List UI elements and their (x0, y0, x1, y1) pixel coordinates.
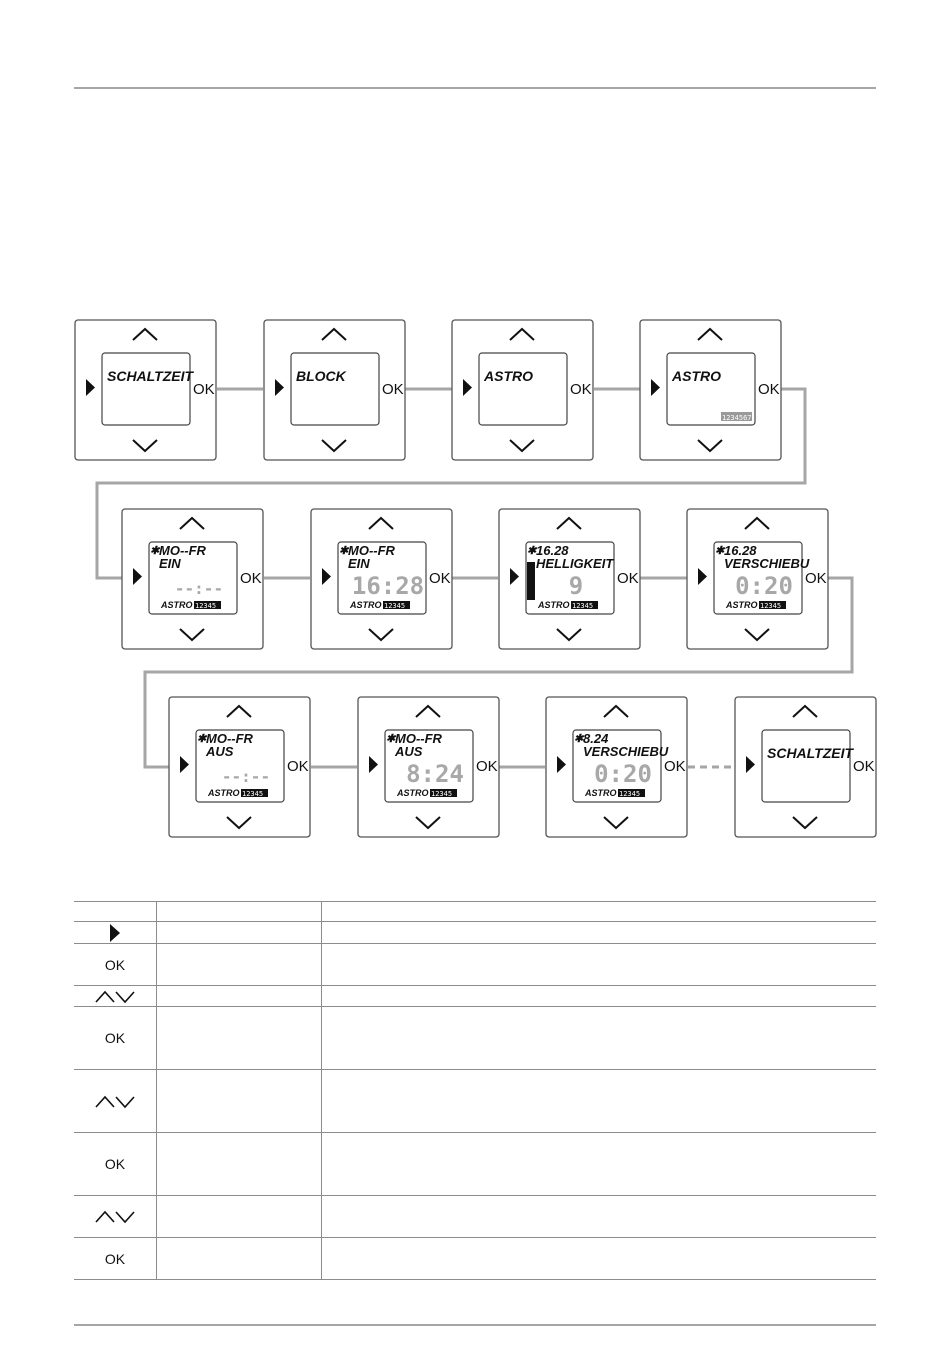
action-cell (157, 1007, 322, 1070)
device-screen-12 (735, 697, 876, 837)
lcd-footer: ASTRO (161, 600, 193, 610)
description-cell (322, 1238, 877, 1280)
symbol-cell (74, 1007, 157, 1070)
table-row (74, 1238, 876, 1280)
device-screen-1 (75, 320, 216, 460)
lcd-line1: ASTRO (484, 368, 533, 384)
description-cell (322, 1133, 877, 1196)
sun-icon: ✱ (527, 545, 537, 557)
lcd-line1: MO--FR (348, 543, 395, 558)
description-cell (322, 986, 877, 1007)
lcd-value: --:-- (174, 579, 224, 598)
day-badge-text: 12345 (619, 790, 641, 798)
lcd-line2: EIN (159, 556, 181, 571)
bottom-rule (74, 1324, 876, 1326)
lcd-footer: ASTRO (585, 788, 617, 798)
ok-label: OK (104, 1250, 126, 1267)
sun-icon: ✱ (150, 545, 160, 557)
symbol-cell (74, 944, 157, 986)
device-screen-11 (546, 697, 687, 837)
description-cell (322, 1196, 877, 1238)
device-screen-9 (169, 697, 310, 837)
ok-button[interactable]: OK (382, 381, 404, 398)
device-screen-3 (452, 320, 593, 460)
day-badge-text: 12345 (760, 602, 782, 610)
up-down-chevrons-icon (94, 1209, 136, 1225)
lcd-footer: ASTRO (350, 600, 382, 610)
lcd-footer: ASTRO (208, 788, 240, 798)
ok-button[interactable]: OK (476, 758, 498, 775)
device-screen-5 (122, 509, 263, 649)
device-screen-4 (640, 320, 781, 460)
lcd-display (291, 353, 379, 425)
device-screen-8 (687, 509, 828, 649)
lcd-footer: ASTRO (726, 600, 758, 610)
day-badge-text: 12345 (195, 602, 217, 610)
description-cell (322, 1007, 877, 1070)
action-cell (157, 1196, 322, 1238)
table-row (74, 1196, 876, 1238)
description-cell (322, 944, 877, 986)
ok-button[interactable]: OK (853, 758, 875, 775)
description-cell (322, 1070, 877, 1133)
lcd-footer: ASTRO (397, 788, 429, 798)
action-cell (157, 1133, 322, 1196)
table-row (74, 922, 876, 944)
header-cell (74, 902, 157, 922)
ok-button[interactable]: OK (193, 381, 215, 398)
ok-button[interactable]: OK (805, 570, 827, 587)
ok-button[interactable]: OK (664, 758, 686, 775)
ok-button[interactable]: OK (240, 570, 262, 587)
lcd-display (479, 353, 567, 425)
symbol-cell (74, 1238, 157, 1280)
lcd-value: 8:24 (406, 760, 464, 788)
lcd-line1: MO--FR (395, 731, 442, 746)
device-screen-7 (499, 509, 640, 649)
lcd-value: 0:20 (594, 760, 652, 788)
lcd-line2: AUS (206, 744, 234, 759)
weekday-badge-text: 1234567 (722, 414, 752, 422)
table-row (74, 1133, 876, 1196)
action-cell (157, 922, 322, 944)
table-row (74, 986, 876, 1007)
table-row (74, 944, 876, 986)
ok-button[interactable]: OK (758, 381, 780, 398)
action-cell (157, 1238, 322, 1280)
up-down-chevrons-icon (94, 1094, 136, 1110)
device-screen-10 (358, 697, 499, 837)
table-row (74, 1007, 876, 1070)
lcd-line1: BLOCK (296, 368, 346, 384)
ok-button[interactable]: OK (429, 570, 451, 587)
symbol-cell (74, 986, 157, 1007)
sun-icon: ✱ (197, 733, 207, 745)
device-screen-6 (311, 509, 452, 649)
symbol-cell (74, 922, 157, 944)
symbol-cell (74, 1070, 157, 1133)
up-down-chevrons-icon (94, 989, 136, 1005)
action-cell (157, 986, 322, 1007)
day-badge-text: 12345 (572, 602, 594, 610)
lcd-display (762, 730, 850, 802)
sun-icon: ✱ (339, 545, 349, 557)
ok-button[interactable]: OK (570, 381, 592, 398)
ok-button[interactable]: OK (617, 570, 639, 587)
ok-label: OK (104, 1156, 126, 1172)
sun-icon: ✱ (715, 545, 725, 557)
day-badge-text: 12345 (431, 790, 453, 798)
sun-icon: ✱ (386, 733, 396, 745)
lcd-line1: SCHALTZEIT (767, 745, 854, 761)
table-header-row (74, 902, 876, 922)
action-cell (157, 944, 322, 986)
lcd-line1: MO--FR (159, 543, 206, 558)
action-cell (157, 1070, 322, 1133)
ok-label: OK (104, 956, 126, 973)
lcd-value: 9 (568, 572, 584, 600)
lcd-line2: VERSCHIEBU (724, 556, 810, 571)
sun-icon: ✱ (574, 733, 584, 745)
header-cell (322, 902, 877, 922)
ok-label: OK (104, 1030, 126, 1046)
lcd-value: 16:28 (351, 572, 425, 600)
day-badge-text: 12345 (242, 790, 264, 798)
steps-table (74, 901, 876, 1280)
lcd-line2: AUS (395, 744, 423, 759)
day-badge-text: 12345 (384, 602, 406, 610)
play-triangle-icon (109, 923, 121, 943)
ok-button[interactable]: OK (287, 758, 309, 775)
lcd-footer: ASTRO (538, 600, 570, 610)
header-cell (157, 902, 322, 922)
lcd-line2: EIN (348, 556, 370, 571)
symbol-cell (74, 1133, 157, 1196)
lcd-line1: SCHALTZEIT (107, 368, 194, 384)
lcd-value: 0:20 (735, 572, 793, 600)
lcd-line1: ASTRO (672, 368, 721, 384)
lcd-line2: HELLIGKEIT (536, 556, 614, 571)
description-cell (322, 922, 877, 944)
table-row (74, 1070, 876, 1133)
lcd-value: --:-- (221, 767, 271, 786)
lcd-line2: VERSCHIEBU (583, 744, 669, 759)
lcd-line1: MO--FR (206, 731, 253, 746)
lcd-line1: 16.28 (536, 543, 569, 558)
device-screen-2 (264, 320, 405, 460)
lcd-line1: 16.28 (724, 543, 757, 558)
brightness-bar (527, 562, 535, 600)
lcd-line1: 8.24 (583, 731, 609, 746)
lcd-display (102, 353, 190, 425)
symbol-cell (74, 1196, 157, 1238)
